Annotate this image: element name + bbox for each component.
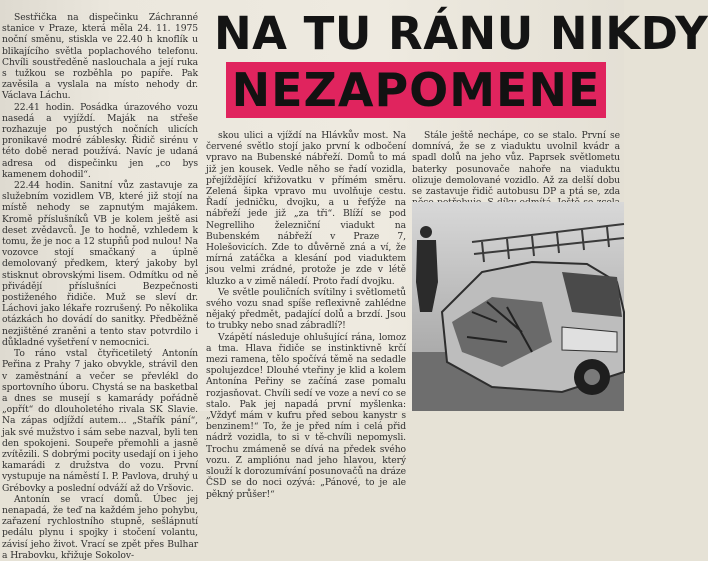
article-paragraph: skou ulici a vjíždí na Hlávkův most. Na červené světlo stojí jako první k odbočení vpravo na Bubenské nábřeží. Domů to má již jen kousek. Vedle něho se řadí vozidla, přejíždějící křižovatku v přímém směru. Zelená šipka vpravo mu uvolňuje cestu. Řadí jedničku, dvojku, a u řefýže na nábřeží jede již „za tři“. Blíží se pod Negrelliho železniční viadukt na Bubenském nábřeží v Praze 7, Holešovicích. Zde to důvěrně zná a ví, že mírná zatáčka a klesání pod viaduktem jsou velmi zrádné, protože je zde v létě kluzko a v zimě náledí. Proto řadí dvojku.	[206, 130, 406, 287]
article-paragraph: Sestřička na dispečinku Záchranné stanice v Praze, která měla 24. 11. 1975 noční směnu, stiskla ve 22.40 h knoflík u blikajícího světla poplachového telefonu. Chvíli soustředěně naslouchala a její ruka s tužkou se rozběhla po papíře. Pak zavěsila a vyslala na místo nehody dr. Václava Láchu.	[2, 12, 198, 102]
article-paragraph: To ráno vstal čtyřicetiletý Antonín Peřina z Prahy 7 jako obvykle, strávil den v zaměstnání a večer se převlékl do sportovního úboru. Chystá se na basketbal a dnes se musejí s kamarády pořádně „opřít“ do dlouholetého rivala SK Slavie. Na zápas odjíždí autem... „Stařík pání“, jak své mužstvo i sám sebe nazval, byli ten den spokojeni. Soupeře přemohli a jasně zvítězili. S dobrými pocity usedají on i jeho kamarádi z družstva do vozu. První vystupuje na náměstí I. P. Pavlova, druhý u Grébovky a poslední odváží až do Vršovic.	[2, 348, 198, 494]
article-paragraph: Vzápětí následuje ohlušující rána, lomoz a tma. Hlava řidiče se instinktivně krčí mezi ramena, tělo spočívá těmě na sedadle spolujezdce! Dlouhé vteřiny je klid a kolem Antonína Peřiny se začíná zase pomalu rozjasňovat. Chvíli sedí ve voze a neví co se stalo. Pak jej napadá první myšlenka: „Vždyť mám v kufru před sebou kanystr s benzinem!“ To, že je před ním i celá přid nádrž vozidla, to si v tě-chvíli nepomysli. Trochu zmámeně se dívá na předek svého vozu. Z ampliónu nad jeho hlavou, který slouží k dorozumívání posunovačů na dráze ČSD se do noci ozývá: „Pánové, to je ale pěkný průšer!“	[206, 331, 406, 500]
wrecked-car-photo	[412, 202, 624, 411]
article-paragraph: 22.44 hodin. Sanitní vůz zastavuje za služebním vozidlem VB, které již stojí na místě nehody se zapnutým majákem. Kromě příslušníků VB je kolem ještě asi deset zvědavců. Je to hodně, vzhledem k tomu, že je noc a 12 stupňů pod nulou! Na vozovce stojí smačkaný a úplně demolovaný předkem, který jakoby byl stisknut obrovskými lisem. Odmítku od ně přivádějí příslušníci Bezpečnosti postiženého řidiče. Muž se sleví dr. Láchovi jako lékaře rozrušený. Po několika otázkách ho dovádí do sanitky. Předběžně nezjištěné zraněni a tento stav potvrdilo i důkladné vyšetření v nemocnici.	[2, 180, 198, 348]
article-paragraph: 22.41 hodin. Posádka úrazového vozu nasedá a vyjíždí. Maják na střeše rozhazuje po pustých nočních ulicích pronikavé modré záblesky. Řidič sirénu v této době nerad používá. Navíc je udaná adresa od dispečinku jen „co bys kamenem dohodil“.	[2, 101, 198, 180]
headline-line-2: NEZAPOMENE	[226, 62, 606, 118]
article-column-1	[2, 12, 198, 561]
article-column-2	[206, 130, 406, 500]
article-paragraph: Stále ještě nechápe, co se stalo. První se domnívá, že se z viaduktu uvolnil kvádr a spadl dolů na jeho vůz. Paprsek světlometu baterky posunovače nahoře na viaduktu olizuje demolované vozidlo. Až za delší dobu se zastavuje řidič autobusu DP a ptá se, zda	[412, 130, 620, 198]
headline-line-1: NA TU RÁNU NIKDY	[214, 7, 708, 60]
article-paragraph: Antonín se vrací domů. Úbec jej nenapadá, že teď na každém jeho pohybu, zařazení rychlostního stupně, sešlápnutí pedálu plynu i spojky i stočení volantu, závisí jeho život. Vrací se zpět přes Bulhar a Hrabovku, křižuje Sokolov-	[2, 493, 198, 561]
article-paragraph: Ve světle pouličních svítilny i světlometů svého vozu snad spíše reflexivně zahlédne nějaký předmět, padající dolů a brzdí. Jsou to trubky nebo snad zábradlí?!	[206, 286, 406, 332]
